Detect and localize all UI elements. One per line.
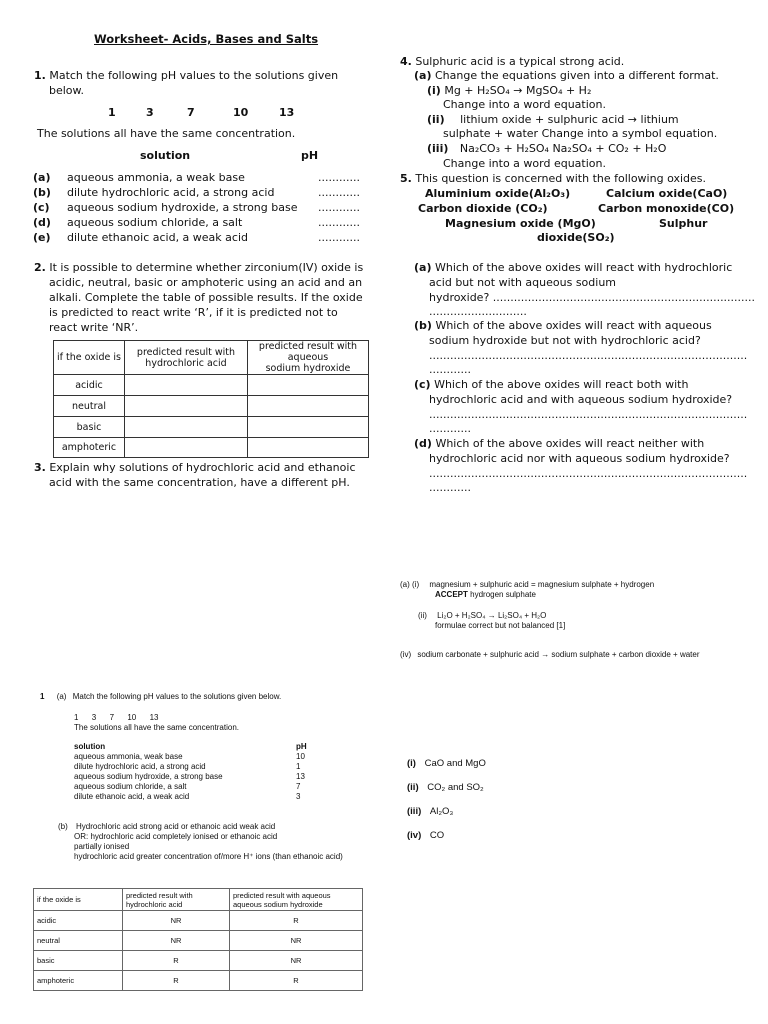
list-item — [33, 186, 360, 201]
q3-line — [34, 460, 356, 475]
q5-c-text: Which of the above oxides will react both with — [434, 378, 689, 391]
q4-iii — [427, 141, 666, 156]
q5-b-answer-line[interactable]: ........................................................................................... — [429, 349, 748, 362]
answer-label: (ii) — [407, 782, 419, 793]
q5-a — [414, 260, 732, 275]
q4-a-text: Change the equations given into a different format. — [434, 69, 719, 82]
answer-row-text: dilute hydrochloric acid, a strong acid — [74, 762, 206, 771]
header-line: predicted result with — [136, 346, 236, 358]
answer-row-ph: 10 — [296, 752, 305, 761]
answer-row-text: aqueous sodium chloride, a salt — [74, 782, 187, 791]
q5-b-text: sodium hydroxide but not with hydrochloric acid? — [429, 334, 701, 347]
naoh-result: NR — [230, 951, 363, 971]
hcl-result: R — [123, 951, 230, 971]
answer-cell[interactable] — [248, 438, 369, 458]
answer-text: partially ionised — [74, 842, 130, 851]
answer-row-text: dilute ethanoic acid, a weak acid — [74, 792, 190, 801]
item-text: aqueous sodium hydroxide, a strong base — [67, 201, 298, 214]
answer-q4-accept — [435, 590, 536, 600]
q4-i-task: Change into a word equation. — [443, 98, 606, 111]
ph-value: 10 — [233, 106, 249, 119]
q4-ii — [427, 112, 679, 127]
item-text: aqueous ammonia, a weak base — [67, 171, 245, 184]
q2-number: 2. — [34, 261, 46, 274]
q4-ii-equation-cont: sulphate + water Change into a symbol equation. — [443, 127, 718, 140]
answer-label: (iv) — [400, 650, 412, 659]
q2-text: is predicted to react write ‘R’, if it is predicted not to — [49, 306, 338, 319]
table-header-row — [54, 341, 369, 375]
answer-q5-list — [407, 752, 486, 848]
q5-d-text: Which of the above oxides will react neither with — [435, 437, 705, 450]
q5-c-answer-line[interactable]: ............ — [429, 422, 471, 435]
q5-d-answer-line[interactable]: ............ — [429, 481, 471, 494]
answer-q4-ii — [418, 611, 546, 621]
table-row — [54, 417, 369, 438]
answer-label: (a) — [56, 692, 67, 701]
q4-iii-equation: Na₂CO₃ + H₂SO₄ Na₂SO₄ + CO₂ + H₂O — [459, 142, 667, 155]
header-cell — [123, 889, 230, 911]
q5-number: 5. — [400, 172, 412, 185]
answer-cell[interactable] — [248, 396, 369, 417]
table-row — [54, 396, 369, 417]
oxide-name: Magnesium oxide (MgO) — [445, 217, 596, 230]
list-item — [407, 824, 486, 848]
table-row — [54, 375, 369, 396]
q5-a-text: Which of the above oxides will react with hydrochloric — [434, 261, 733, 274]
header-cell — [125, 341, 248, 375]
list-item — [33, 171, 360, 186]
hcl-result: NR — [123, 911, 230, 931]
oxide-cell: acidic — [34, 911, 123, 931]
table-header-row — [34, 889, 363, 911]
q4-i-equation: Mg + H₂SO₄ → MgSO₄ + H₂ — [444, 84, 592, 97]
answer-col-solution: solution — [74, 742, 106, 751]
header-line: hydrochloric acid — [145, 357, 227, 369]
q5-c — [414, 377, 688, 392]
header-cell: if the oxide is — [54, 341, 125, 375]
answer-text: Match the following pH values to the solutions given below. — [72, 692, 282, 701]
item-label: (b) — [33, 186, 51, 199]
table-row — [54, 438, 369, 458]
q5-d-text: hydrochloric acid nor with aqueous sodium hydroxide? — [429, 452, 730, 465]
ph-value: 13 — [279, 106, 295, 119]
oxide-cell: basic — [54, 417, 125, 438]
oxide-cell: acidic — [54, 375, 125, 396]
oxide-cell: neutral — [54, 396, 125, 417]
q1-intro — [34, 68, 338, 83]
list-item — [33, 201, 360, 216]
q4-number: 4. — [400, 55, 412, 68]
q2-text: It is possible to determine whether zirconium(IV) oxide is — [49, 261, 364, 274]
answer-cell[interactable] — [125, 396, 248, 417]
q2-line — [34, 260, 363, 275]
answer-text: CO₂ and SO₂ — [427, 782, 484, 793]
answer-label: (i) — [407, 758, 416, 769]
header-line: predicted result with — [126, 890, 193, 900]
answer-q4-ii-note: formulae correct but not balanced [1] — [435, 621, 566, 630]
oxide-cell: basic — [34, 951, 123, 971]
q5-c-answer-line[interactable]: ........................................................................................... — [429, 408, 748, 421]
q5-d-label: (d) — [414, 437, 432, 450]
q1-col-ph: pH — [301, 149, 319, 162]
oxide-name: Carbon dioxide (CO₂) — [418, 202, 548, 215]
answer-q1-b — [58, 822, 275, 832]
answer-number: 1 — [40, 692, 45, 701]
list-item — [33, 231, 360, 246]
q3-text: acid with the same concentration, have a different pH. — [49, 476, 350, 489]
answer-row-ph: 3 — [296, 792, 301, 801]
q5-b — [414, 318, 712, 333]
q3-number: 3. — [34, 461, 46, 474]
ph-value: 7 — [187, 106, 195, 119]
answer-text: Li₂O + H₂SO₄ → Li₂SO₄ + H₂O — [437, 611, 547, 620]
answer-blank[interactable]: ............ — [318, 186, 360, 199]
answer-blank[interactable]: ............ — [318, 231, 360, 244]
answer-cell[interactable] — [125, 417, 248, 438]
q4-a — [414, 68, 719, 83]
answer-label: (ii) — [418, 611, 427, 620]
answer-q1-a — [40, 692, 281, 702]
hcl-result: R — [123, 971, 230, 991]
q1-intro-line2: below. — [49, 84, 85, 97]
answer-blank[interactable]: ............ — [318, 201, 360, 214]
answer-q4-i — [400, 580, 654, 590]
q4-iii-task: Change into a word equation. — [443, 157, 606, 170]
oxide-name: dioxide(SO₂) — [537, 231, 615, 244]
item-text: dilute ethanoic acid, a weak acid — [67, 231, 248, 244]
q4-intro-text: Sulphuric acid is a typical strong acid. — [415, 55, 625, 68]
q5-d — [414, 436, 704, 451]
answer-text: Hydrochloric acid strong acid or ethanoic acid weak acid — [76, 822, 276, 831]
oxide-cell: neutral — [34, 931, 123, 951]
table-row — [34, 951, 363, 971]
oxide-name: Carbon monoxide(CO) — [598, 202, 735, 215]
table-row — [34, 911, 363, 931]
answer-text: sodium carbonate + sulphuric acid → sodium sulphate + carbon dioxide + water — [417, 650, 700, 659]
answer-text: CaO and MgO — [424, 758, 486, 769]
q5-intro-text: This question is concerned with the following oxides. — [415, 172, 707, 185]
q4-a-label: (a) — [414, 69, 432, 82]
q4-ii-label: (ii) — [427, 113, 445, 126]
header-line: predicted result with aqueous — [258, 341, 358, 363]
oxide-cell: amphoteric — [54, 438, 125, 458]
header-cell — [248, 341, 369, 375]
list-item — [33, 216, 360, 231]
oxide-cell: amphoteric — [34, 971, 123, 991]
answer-q1-values: 1 3 7 10 13 — [74, 713, 159, 722]
q5-b-answer-line[interactable]: ............ — [429, 363, 471, 376]
q1-item-list — [33, 171, 360, 246]
q5-b-label: (b) — [414, 319, 432, 332]
header-cell: if the oxide is — [34, 889, 123, 911]
answer-label: (a) (i) — [400, 580, 420, 589]
header-cell — [230, 889, 363, 911]
q5-c-label: (c) — [414, 378, 431, 391]
header-line: hydrochloric acid — [126, 899, 183, 909]
ph-value: 1 — [108, 106, 116, 119]
item-label: (a) — [33, 171, 51, 184]
answer-label: (iii) — [407, 806, 422, 817]
answer-cell[interactable] — [125, 438, 248, 458]
header-line: aqueous sodium hydroxide — [233, 899, 323, 909]
naoh-result: R — [230, 911, 363, 931]
answer-q4-iv — [400, 650, 700, 660]
q3-text: Explain why solutions of hydrochloric acid and ethanoic — [49, 461, 356, 474]
q5-a-answer-line[interactable]: hydroxide? ........................................................................... — [429, 291, 756, 304]
item-text: aqueous sodium chloride, a salt — [67, 216, 243, 229]
q5-a-answer-line[interactable]: ............................ — [429, 305, 527, 318]
q1-intro-line1: Match the following pH values to the solutions given — [49, 69, 339, 82]
header-line: predicted result with aqueous — [233, 890, 331, 900]
oxide-name: Aluminium oxide(Al₂O₃) — [425, 187, 571, 200]
answer-q1-note: The solutions all have the same concentration. — [74, 723, 239, 732]
q5-intro — [400, 171, 706, 186]
oxide-name: Sulphur — [659, 217, 708, 230]
accept-keyword: ACCEPT — [435, 590, 468, 599]
naoh-result: NR — [230, 931, 363, 951]
answer-row-text: aqueous sodium hydroxide, a strong base — [74, 772, 223, 781]
q5-d-answer-line[interactable]: ........................................................................................... — [429, 467, 748, 480]
item-label: (e) — [33, 231, 51, 244]
q1-col-solution: solution — [140, 149, 191, 162]
list-item — [407, 800, 486, 824]
table-row — [34, 931, 363, 951]
list-item — [407, 776, 486, 800]
q5-c-text: hydrochloric acid and with aqueous sodium hydroxide? — [429, 393, 733, 406]
table-row — [34, 971, 363, 991]
answer-col-ph: pH — [296, 742, 307, 751]
answer-cell[interactable] — [125, 375, 248, 396]
q4-ii-equation: lithium oxide + sulphuric acid → lithium — [460, 113, 679, 126]
answer-row-text: aqueous ammonia, weak base — [74, 752, 183, 761]
q2-text: alkali. Complete the table of possible results. If the oxide — [49, 291, 363, 304]
q5-a-text: acid but not with aqueous sodium — [429, 276, 617, 289]
answer-cell[interactable] — [248, 375, 369, 396]
ph-value: 3 — [146, 106, 154, 119]
item-text: dilute hydrochloric acid, a strong acid — [67, 186, 275, 199]
item-label: (c) — [33, 201, 50, 214]
answer-label: (b) — [58, 822, 68, 831]
answer-text: hydrochloric acid greater concentration of/more H⁺ ions (than ethanoic acid) — [74, 852, 343, 861]
q2-results-table — [53, 340, 369, 458]
q4-i-label: (i) — [427, 84, 441, 97]
oxide-name: Calcium oxide(CaO) — [606, 187, 728, 200]
q2-text: react write ‘NR’. — [49, 321, 139, 334]
q5-a-label: (a) — [414, 261, 432, 274]
answer-label: (iv) — [407, 830, 422, 841]
q2-text: acidic, neutral, basic or amphoteric using an acid and an — [49, 276, 363, 289]
accept-text: hydrogen sulphate — [470, 590, 536, 599]
item-label: (d) — [33, 216, 51, 229]
answer-text: OR: hydrochloric acid completely ionised or ethanoic acid — [74, 832, 278, 841]
answer-row-ph: 1 — [296, 762, 301, 771]
worksheet-title: Worksheet- Acids, Bases and Salts — [94, 32, 319, 46]
answer-blank[interactable]: ............ — [318, 216, 360, 229]
q1-note: The solutions all have the same concentration. — [37, 127, 296, 140]
q4-iii-label: (iii) — [427, 142, 449, 155]
answer-cell[interactable] — [248, 417, 369, 438]
answer-text: CO — [429, 830, 445, 841]
naoh-result: R — [230, 971, 363, 991]
answer-text: magnesium + sulphuric acid = magnesium sulphate + hydrogen — [429, 580, 655, 589]
answer-oxide-table — [33, 888, 363, 991]
q4-intro — [400, 54, 624, 69]
answer-row-ph: 7 — [296, 782, 301, 791]
list-item — [407, 752, 486, 776]
answer-row-ph: 13 — [296, 772, 305, 781]
q1-number: 1. — [34, 69, 46, 82]
hcl-result: NR — [123, 931, 230, 951]
header-line: sodium hydroxide — [265, 363, 351, 374]
answer-text: Al₂O₃ — [429, 806, 454, 817]
q4-i — [427, 83, 591, 98]
q5-b-text: Which of the above oxides will react with aqueous — [435, 319, 712, 332]
answer-blank[interactable]: ............ — [318, 171, 360, 184]
